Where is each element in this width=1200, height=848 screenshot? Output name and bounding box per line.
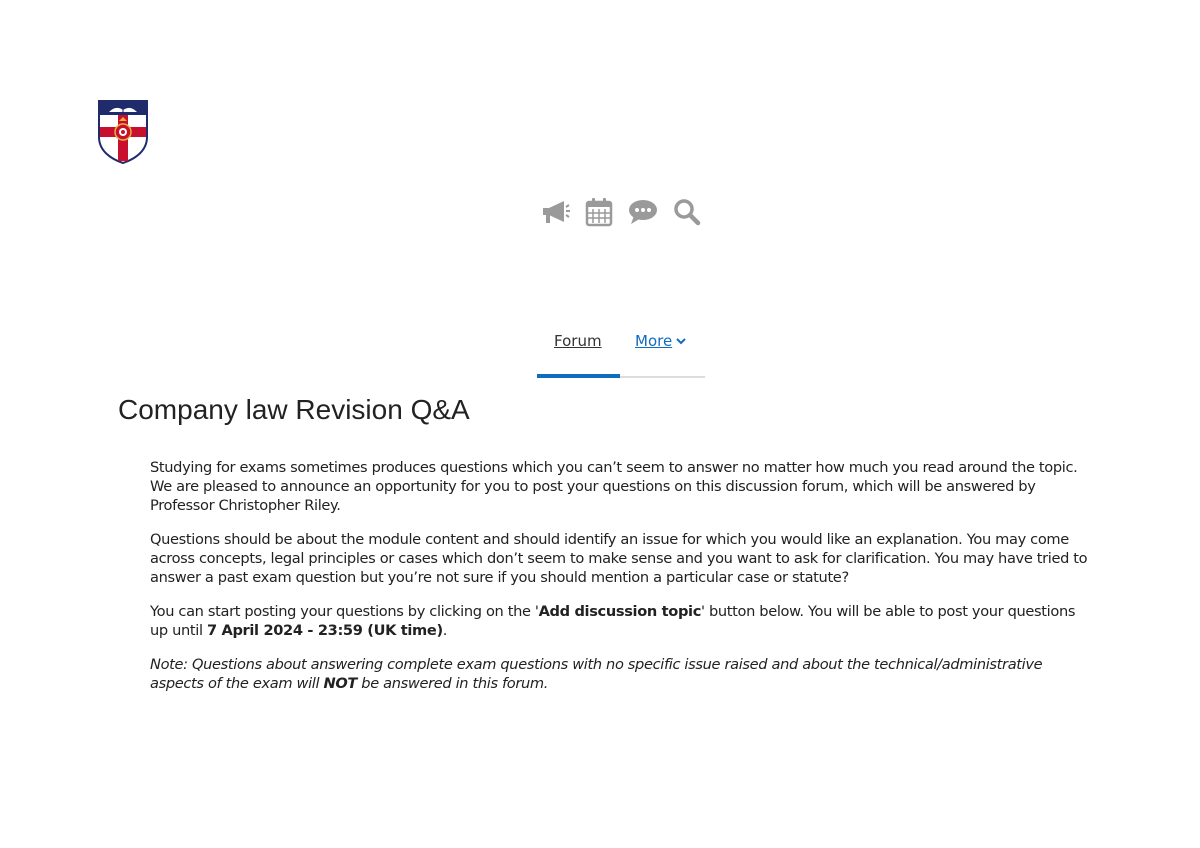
search-icon <box>673 198 701 226</box>
announcements-button[interactable] <box>538 195 572 229</box>
search-button[interactable] <box>670 195 704 229</box>
calendar-icon <box>585 197 613 227</box>
tab-forum[interactable]: Forum <box>554 332 602 350</box>
intro-text: You can start posting your questions by clicking on the ' <box>150 603 539 620</box>
note-text: be answered in this forum. <box>357 675 549 692</box>
tab-more-label: More <box>635 332 673 350</box>
page-title: Company law Revision Q&A <box>118 394 470 425</box>
note-text: Note: Questions about answering complete exam questions with no specific issue raised and about the technical/administrative aspects of the exam will <box>150 656 1043 692</box>
calendar-button[interactable] <box>582 195 616 229</box>
intro-text: ' button below. You will be able to post your questions up until <box>150 603 1076 639</box>
intro-paragraph <box>150 602 1090 640</box>
header-toolbar <box>538 192 714 232</box>
deadline-text: 7 April 2024 - 23:59 (UK time) <box>206 622 443 639</box>
intro-paragraph: Questions should be about the module content and should identify an issue for which you would like an explanation. You may come across concepts, legal principles or cases which don’t seem to make sense and you want to ask for clarification. You may have tried to answer a past exam question but you’re not sure if you should mention a particular case or statute? <box>150 531 1088 586</box>
chevron-down-icon <box>676 337 686 345</box>
messages-button[interactable] <box>626 195 660 229</box>
university-logo[interactable] <box>97 99 149 165</box>
tab-more[interactable] <box>635 332 686 350</box>
intro-paragraph: Studying for exams sometimes produces questions which you can’t seem to answer no matter how much you read around the topic. We are pleased to announce an opportunity for you to post your questions on this discussion forum, which will be answered by Professor Christopher Riley. <box>150 459 1078 514</box>
intro-note <box>150 655 1090 693</box>
university-crest-icon <box>97 99 149 165</box>
forum-intro <box>150 458 1090 708</box>
note-emphasis: NOT <box>323 675 358 692</box>
intro-text: . <box>442 622 448 639</box>
secondary-navigation <box>537 326 705 378</box>
add-topic-reference: Add discussion topic <box>538 603 701 620</box>
active-tab-indicator <box>537 374 620 378</box>
chat-bubble-icon <box>628 199 658 225</box>
megaphone-icon <box>540 198 570 226</box>
